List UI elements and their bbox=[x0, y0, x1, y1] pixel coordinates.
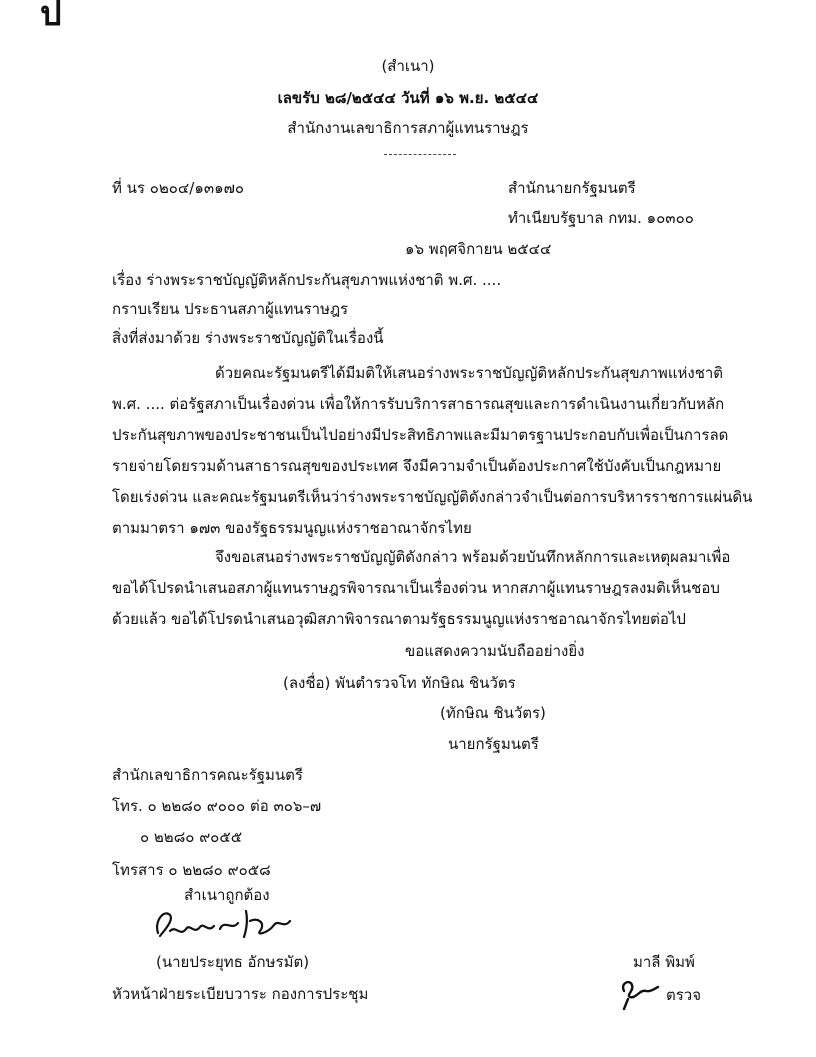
letter-date: ๑๖ พฤศจิกายน ๒๕๔๔ bbox=[405, 240, 552, 258]
paragraph-line: พ.ศ. .... ต่อรัฐสภาเป็นเรื่องด่วน เพื่อให้การรับบริการสาธารณสุขและการดำเนินงานเกี่ยวกับหลัก bbox=[112, 395, 725, 413]
copy-label: (สำเนา) bbox=[381, 57, 435, 75]
receiving-office: สำนักงานเลขาธิการสภาผู้แทนราษฎร bbox=[287, 119, 529, 137]
paragraph-line: จึงขอเสนอร่างพระราชบัญญัติดังกล่าว พร้อมด้วยบันทึกหลักการและเหตุผลมาเพื่อ bbox=[215, 548, 731, 566]
handwritten-signature bbox=[150, 903, 300, 948]
paragraph-line: ตามมาตรา ๑๗๓ ของรัฐธรรมนูญแห่งราชอาณาจักรไทย bbox=[112, 519, 472, 537]
sender-office: สำนักนายกรัฐมนตรี bbox=[508, 179, 636, 197]
contact-telephone-2: ๐ ๒๒๘๐ ๙๐๕๕ bbox=[140, 828, 243, 846]
reference-number: ที่ นร ๐๒๐๔/๑๓๑๗๐ bbox=[112, 179, 245, 197]
contact-office: สำนักเลขาธิการคณะรัฐมนตรี bbox=[112, 766, 303, 784]
receipt-number: เลขรับ ๒๘/๒๕๔๔ วันที่ ๑๖ พ.ย. ๒๕๔๔ bbox=[277, 89, 539, 107]
closing-phrase: ขอแสดงความนับถืออย่างยิ่ง bbox=[405, 642, 585, 660]
enclosure-line: สิ่งที่ส่งมาด้วย ร่างพระราชบัญญัติในเรื่องนี้ bbox=[112, 329, 384, 347]
typist-note: มาลี พิมพ์ bbox=[633, 953, 695, 971]
signed-line: (ลงชื่อ) พันตำรวจโท ทักษิณ ชินวัตร bbox=[283, 674, 516, 692]
signer-title: นายกรัฐมนตรี bbox=[448, 735, 539, 753]
paragraph-line: ขอได้โปรดนำเสนอสภาผู้แทนราษฎรพิจารณาเป็นเรื่องด่วน หากสภาผู้แทนราษฎรลงมติเห็นชอบ bbox=[112, 579, 720, 597]
certified-copy-label: สำเนาถูกต้อง bbox=[184, 886, 270, 904]
salutation: กราบเรียน ประธานสภาผู้แทนราษฎร bbox=[112, 300, 349, 318]
paragraph-line: ประกันสุขภาพของประชาชนเป็นไปอย่างมีประสิทธิภาพและมีมาตรฐานประกอบกับเพื่อเป็นการลด bbox=[112, 426, 729, 444]
paragraph-line: รายจ่ายโดยรวมด้านสาธารณสุขของประเทศ จึงมีความจำเป็นต้องประกาศใช้บังคับเป็นกฎหมาย bbox=[112, 457, 722, 475]
checker-initials bbox=[618, 975, 660, 1011]
certifier-position: หัวหน้าฝ่ายระเบียบวาระ กองการประชุม bbox=[112, 985, 369, 1003]
contact-telephone: โทร. ๐ ๒๒๘๐ ๙๐๐๐ ต่อ ๓๐๖–๗ bbox=[112, 797, 322, 815]
paragraph-line: ด้วยแล้ว ขอได้โปรดนำเสนอวุฒิสภาพิจารณาตามรัฐธรรมนูญแห่งราชอาณาจักรไทยต่อไป bbox=[112, 610, 686, 628]
subject-line: เรื่อง ร่างพระราชบัญญัติหลักประกันสุขภาพแห่งชาติ พ.ศ. .... bbox=[112, 271, 502, 289]
signer-name: (ทักษิณ ชินวัตร) bbox=[440, 704, 546, 722]
paragraph-line: ด้วยคณะรัฐมนตรีได้มีมติให้เสนอร่างพระราชบัญญัติหลักประกันสุขภาพแห่งชาติ bbox=[215, 364, 724, 382]
contact-fax: โทรสาร ๐ ๒๒๘๐ ๙๐๕๘ bbox=[112, 861, 271, 879]
sender-address: ทำเนียบรัฐบาล กทม. ๑๐๓๐๐ bbox=[508, 209, 694, 227]
paragraph-line: โดยเร่งด่วน และคณะรัฐมนตรีเห็นว่าร่างพระราชบัญญัติดังกล่าวจำเป็นต่อการบริหารราชการแผ่นดิน bbox=[112, 488, 753, 506]
corner-handwritten-mark: ป bbox=[40, 0, 62, 34]
header-divider bbox=[384, 154, 456, 155]
checked-note: ตรวจ bbox=[666, 986, 702, 1004]
certifier-name: (นายประยุทธ อักษรมัต) bbox=[156, 953, 310, 971]
